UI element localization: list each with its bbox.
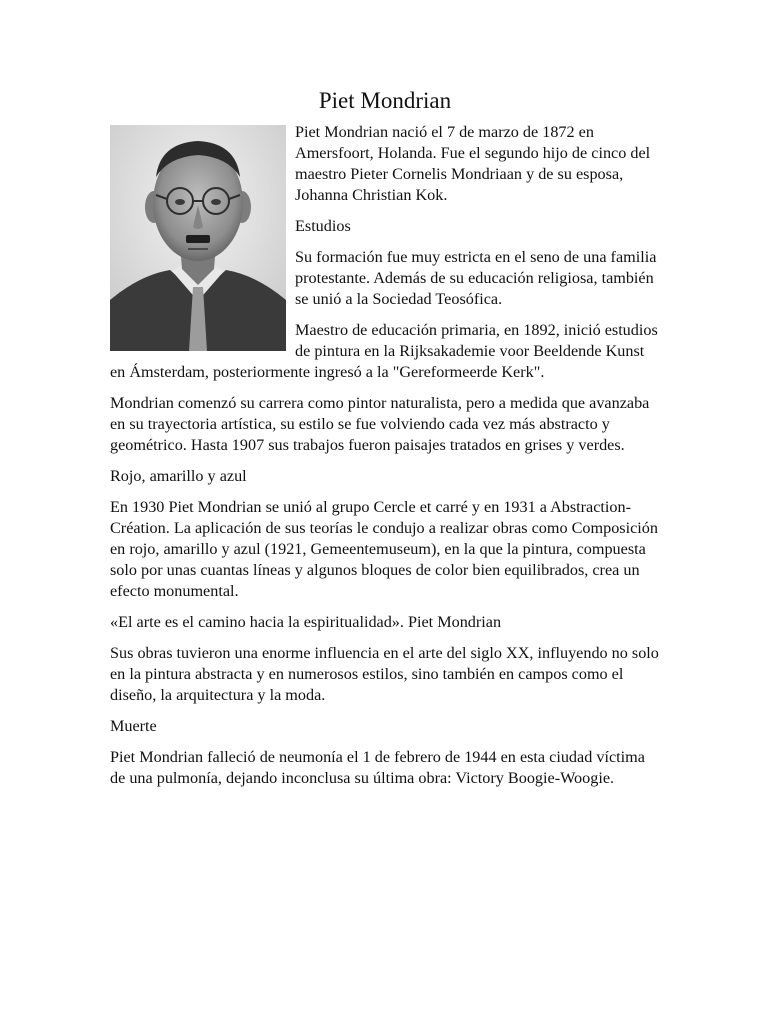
paragraph-teacher: Maestro de educación primaria, en 1892, inició estudios de pintura en la Rijksakademie voor Beeldende Kunst en Ámsterdam, posteriormente ingresó a la "Gereformeerde Kerk". [110, 321, 658, 381]
paragraph-death: Piet Mondrian falleció de neumonía el 1 de febrero de 1944 en esta ciudad víctima de una pulmonía, dejando inconclusa su última obra: Victory Boogie-Woogie. [110, 748, 645, 787]
paragraph-influence: Sus obras tuvieron una enorme influencia en el arte del siglo XX, influyendo no solo en la pintura abstracta y en numerosos estilos, sino también en campos como el diseño, la arquitectura y la moda. [110, 644, 659, 704]
document-page [110, 86, 660, 799]
page-title: Piet Mondrian [318, 88, 452, 113]
quote: «El arte es el camino hacia la espiritualidad». Piet Mondrian [110, 613, 502, 631]
paragraph-career: Mondrian comenzó su carrera como pintor naturalista, pero a medida que avanzaba en su trayectoria artística, su estilo se fue volviendo cada vez más abstracto y geométrico. Hasta 1907 sus trabajos fueron paisajes tratados en grises y verdes. [110, 394, 650, 454]
paragraph-1930: En 1930 Piet Mondrian se unió al grupo Cercle et carré y en 1931 a Abstraction-Création. La aplicación de sus teorías le condujo a realizar obras como Composición en rojo, amarillo y azul (1921, Gemeentemuseum), en la que la pintura, compuesta solo por unas cuantas líneas y algunos bloques de color bien equilibrados, crea un efecto monumental. [110, 498, 658, 600]
portrait-photo [110, 125, 286, 351]
paragraph-education: Su formación fue muy estricta en el seno de una familia protestante. Además de su educación religiosa, también se unió a la Sociedad Teosófica. [295, 248, 657, 308]
paragraph-birth: Piet Mondrian nació el 7 de marzo de 1872 en Amersfoort, Holanda. Fue el segundo hijo de cinco del maestro Pieter Cornelis Mondriaan y de su esposa, Johanna Christian Kok. [295, 123, 651, 204]
heading-rojo-amarillo-azul: Rojo, amarillo y azul [110, 467, 247, 485]
heading-estudios: Estudios [295, 217, 351, 235]
portrait-illustration [110, 125, 286, 351]
heading-muerte: Muerte [110, 717, 157, 735]
